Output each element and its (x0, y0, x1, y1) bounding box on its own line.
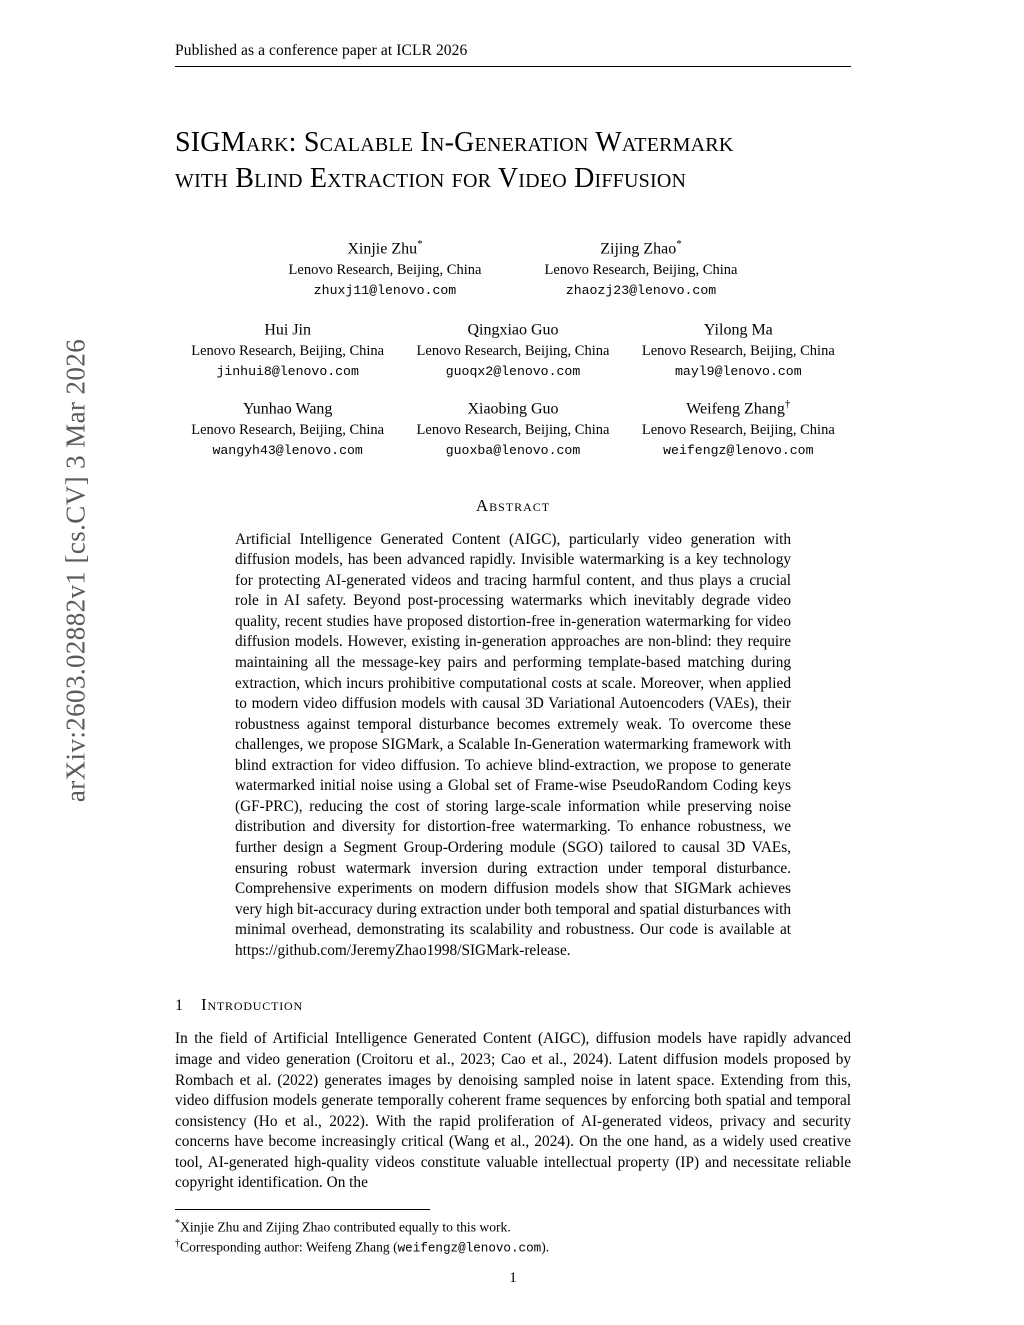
author-name (408, 318, 617, 342)
author-affiliation: Lenovo Research, Beijing, China (416, 343, 610, 360)
running-head: Published as a conference paper at ICLR 2026 (175, 42, 851, 67)
author-name-text: Xinjie Zhu (347, 239, 418, 257)
author-email[interactable]: mayl9@lenovo.com (675, 364, 802, 380)
footnote-corresponding-email[interactable]: weifengz@lenovo.com (397, 1241, 542, 1256)
abstract-text: Artificial Intelligence Generated Content (AIGC), particularly video generation with diffusion models, has been advanced rapidly. Invisible watermarking is a key technology for protecting AI-generated videos and tracing harmful content, and thus plays a crucial role in AI safety. Beyond post-processing watermarks which inevitably degrade video quality, recent studies have proposed distortion-free in-generation watermarking for video diffusion models. However, existing in-generation approaches are non-blind: they require maintaining all the message-key pairs and performing template-based matching during extraction, which incurs prohibitive computational costs at scale. Moreover, when applied to modern video diffusion models with causal 3D Variational Autoencoders (VAEs), their robustness against temporal disturbance becomes extremely weak. To overcome these challenges, we propose SIGMark, a Scalable In-Generation watermarking framework with blind extraction for video diffusion. To achieve blind-extraction, we propose to generate watermarked initial noise using a Global set of Frame-wise PseudoRandom Coding keys (GF-PRC), reducing the cost of storing large-scale information while preserving noise distribution and diversity for distortion-free watermarking. To enhance robustness, we further design a Segment Group-Ordering module (SGO) tailored to causal 3D VAEs, ensuring robust watermark inversion during extraction under temporal disturbance. Comprehensive experiments on modern diffusion models show that SIGMark achieves very high bit-accuracy during extraction under both temporal and spatial disturbances with minimal overhead, demonstrating its scalability and robustness. Our code is available at https://github.com/JeremyZhao1998/SIGMark-release. (235, 530, 791, 959)
arxiv-identifier-stamp: arXiv:2603.02882v1 [cs.CV] 3 Mar 2026 (60, 338, 91, 803)
author-block (175, 397, 400, 462)
author-affiliation: Lenovo Research, Beijing, China (191, 422, 385, 439)
author-name (183, 397, 392, 421)
author-block (626, 318, 851, 383)
page-number: 1 (509, 1270, 517, 1286)
author-name-text: Qingxiao Guo (467, 320, 559, 338)
footnote-marker-dagger: † (175, 1237, 180, 1249)
author-name (183, 318, 392, 342)
author-list (175, 237, 851, 462)
footnote-corresponding-suffix: ). (541, 1239, 550, 1255)
author-email[interactable]: guoqx2@lenovo.com (445, 364, 581, 380)
page-title (175, 125, 851, 197)
author-block (513, 237, 769, 302)
author-affiliation: Lenovo Research, Beijing, China (288, 262, 482, 279)
footnote-divider (175, 1209, 430, 1210)
author-name-text: Yilong Ma (703, 320, 773, 338)
author-name-text: Hui Jin (264, 320, 311, 338)
author-email[interactable]: zhuxj11@lenovo.com (313, 283, 457, 299)
author-marker: * (676, 237, 682, 250)
author-block (400, 397, 625, 462)
section-title: Introduction (201, 995, 303, 1015)
author-affiliation: Lenovo Research, Beijing, China (544, 262, 738, 279)
author-block (400, 318, 625, 383)
author-affiliation: Lenovo Research, Beijing, China (416, 422, 610, 439)
footnote-corresponding-author (175, 1237, 851, 1258)
author-name (634, 397, 843, 421)
author-email[interactable]: jinhui8@lenovo.com (216, 364, 359, 380)
author-name-text: Zijing Zhao (600, 239, 677, 257)
section-heading-introduction (175, 995, 851, 1015)
paper-page (175, 0, 851, 1325)
author-name-text: Yunhao Wang (242, 399, 333, 417)
author-email[interactable]: wangyh43@lenovo.com (212, 443, 363, 459)
author-name-text: Xiaobing Guo (467, 399, 559, 417)
introduction-paragraph: In the field of Artificial Intelligence Generated Content (AIGC), diffusion models have rapidly advanced image and video generation (Croitoru et al., 2023; Cao et al., 2024). Latent diffusion models proposed by Rombach et al. (2022) generates images by denoising sampled noise in latent space. Extending from this, video diffusion models generate temporally coherent frame sequences by enforcing both spatial and temporal consistency (Ho et al., 2022). With the rapid proliferation of AI-generated videos, privacy and security concerns have become increasingly critical (Wang et al., 2024). On the one hand, as a widely used creative tool, AI-generated high-quality videos constitute valuable intellectual property (IP) and necessitate reliable copyright identification. On the (175, 1030, 851, 1192)
author-email[interactable]: guoxba@lenovo.com (445, 443, 581, 459)
author-email[interactable]: weifengz@lenovo.com (663, 443, 814, 459)
author-row (175, 318, 851, 383)
author-block (175, 318, 400, 383)
footnote-equal-contribution (175, 1217, 851, 1237)
author-name-text: Weifeng Zhang (686, 399, 785, 417)
footnote-equal-contribution-text: Xinjie Zhu and Zijing Zhao contributed equally to this work. (180, 1219, 511, 1235)
author-name (634, 318, 843, 342)
author-marker: * (417, 237, 423, 250)
author-email[interactable]: zhaozj23@lenovo.com (565, 283, 717, 299)
author-block (626, 397, 851, 462)
author-block (257, 237, 513, 302)
footnote-marker-asterisk: * (175, 1217, 180, 1229)
section-number: 1 (175, 997, 183, 1015)
author-affiliation: Lenovo Research, Beijing, China (641, 343, 835, 360)
author-name (521, 237, 761, 261)
footnotes (175, 1217, 851, 1258)
author-affiliation: Lenovo Research, Beijing, China (641, 422, 835, 439)
author-row (175, 237, 851, 302)
title-line-2: with Blind Extraction for Video Diffusion (175, 162, 687, 194)
author-affiliation: Lenovo Research, Beijing, China (191, 343, 385, 360)
author-name (408, 397, 617, 421)
abstract-heading: Abstract (475, 495, 551, 515)
author-marker: † (784, 397, 791, 410)
author-name (265, 237, 505, 261)
title-line-1: SIGMark: Scalable In-Generation Watermark (175, 127, 734, 158)
footnote-corresponding-prefix: Corresponding author: Weifeng Zhang ( (180, 1239, 398, 1255)
author-row (175, 397, 851, 462)
